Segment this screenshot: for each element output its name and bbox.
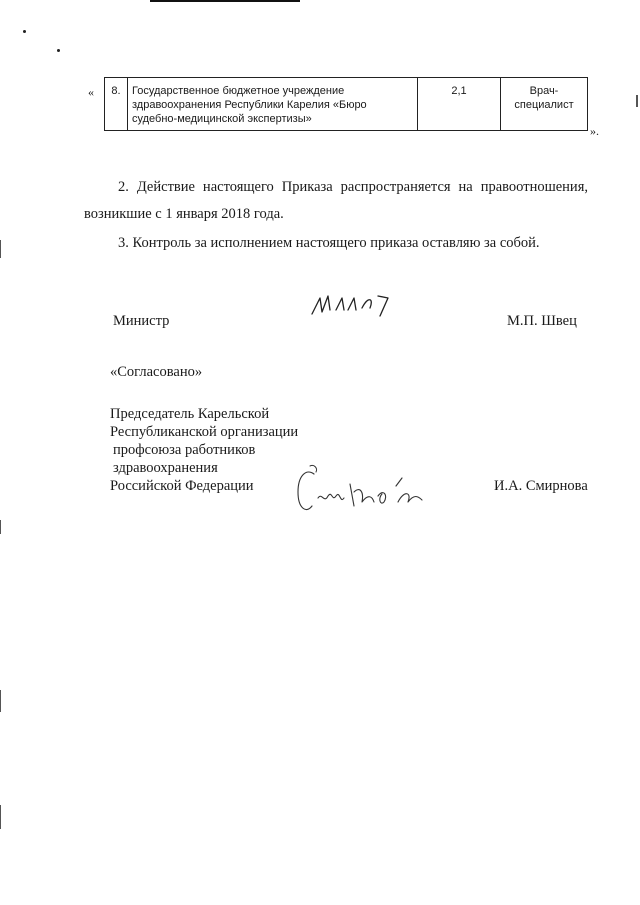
chair-signature — [288, 462, 438, 524]
org-line-2: Республиканской организации — [110, 424, 299, 440]
minister-name: М.П. Швец — [507, 313, 577, 329]
institution-name: Государственное бюджетное учреждение здравоохранения Республики Карелия «Бюро судебно-медицинской экспертизы» — [128, 78, 418, 131]
position-cell — [501, 78, 588, 131]
minister-signature — [308, 288, 398, 318]
allowance-table — [104, 77, 588, 131]
table-row — [105, 78, 588, 131]
scan-edge-mark — [0, 805, 1, 829]
table-open-quote: « — [88, 85, 94, 99]
paragraph-2-line-1: 2. Действие настоящего Приказа распространяется на правоотношения, — [118, 179, 588, 195]
org-line-3: профсоюза работников — [113, 442, 256, 458]
org-line-1: Председатель Карельской — [110, 406, 270, 422]
chair-name: И.А. Смирнова — [494, 478, 588, 494]
scan-edge-mark — [0, 690, 1, 712]
scan-speck — [23, 30, 26, 33]
scan-top-line — [150, 0, 300, 2]
scan-edge-mark — [636, 95, 638, 107]
coefficient-value: 2,1 — [418, 78, 501, 131]
org-line-4: здравоохранения — [113, 460, 218, 476]
org-line-5: Российской Федерации — [110, 478, 254, 494]
approval-label: «Согласовано» — [110, 364, 203, 380]
scan-edge-mark — [0, 240, 1, 258]
scan-edge-mark — [0, 520, 1, 534]
paragraph-3: 3. Контроль за исполнением настоящего приказа оставляю за собой. — [118, 235, 540, 251]
row-number: 8. — [105, 78, 128, 131]
position-line-2: специалист — [514, 99, 574, 111]
table-close-quote: ». — [590, 124, 599, 138]
position-line-1: Врач- — [529, 85, 559, 97]
minister-title: Министр — [113, 313, 170, 329]
paragraph-2-line-2: возникшие с 1 января 2018 года. — [84, 206, 284, 222]
organization-block — [110, 405, 298, 495]
scan-speck — [57, 49, 60, 52]
